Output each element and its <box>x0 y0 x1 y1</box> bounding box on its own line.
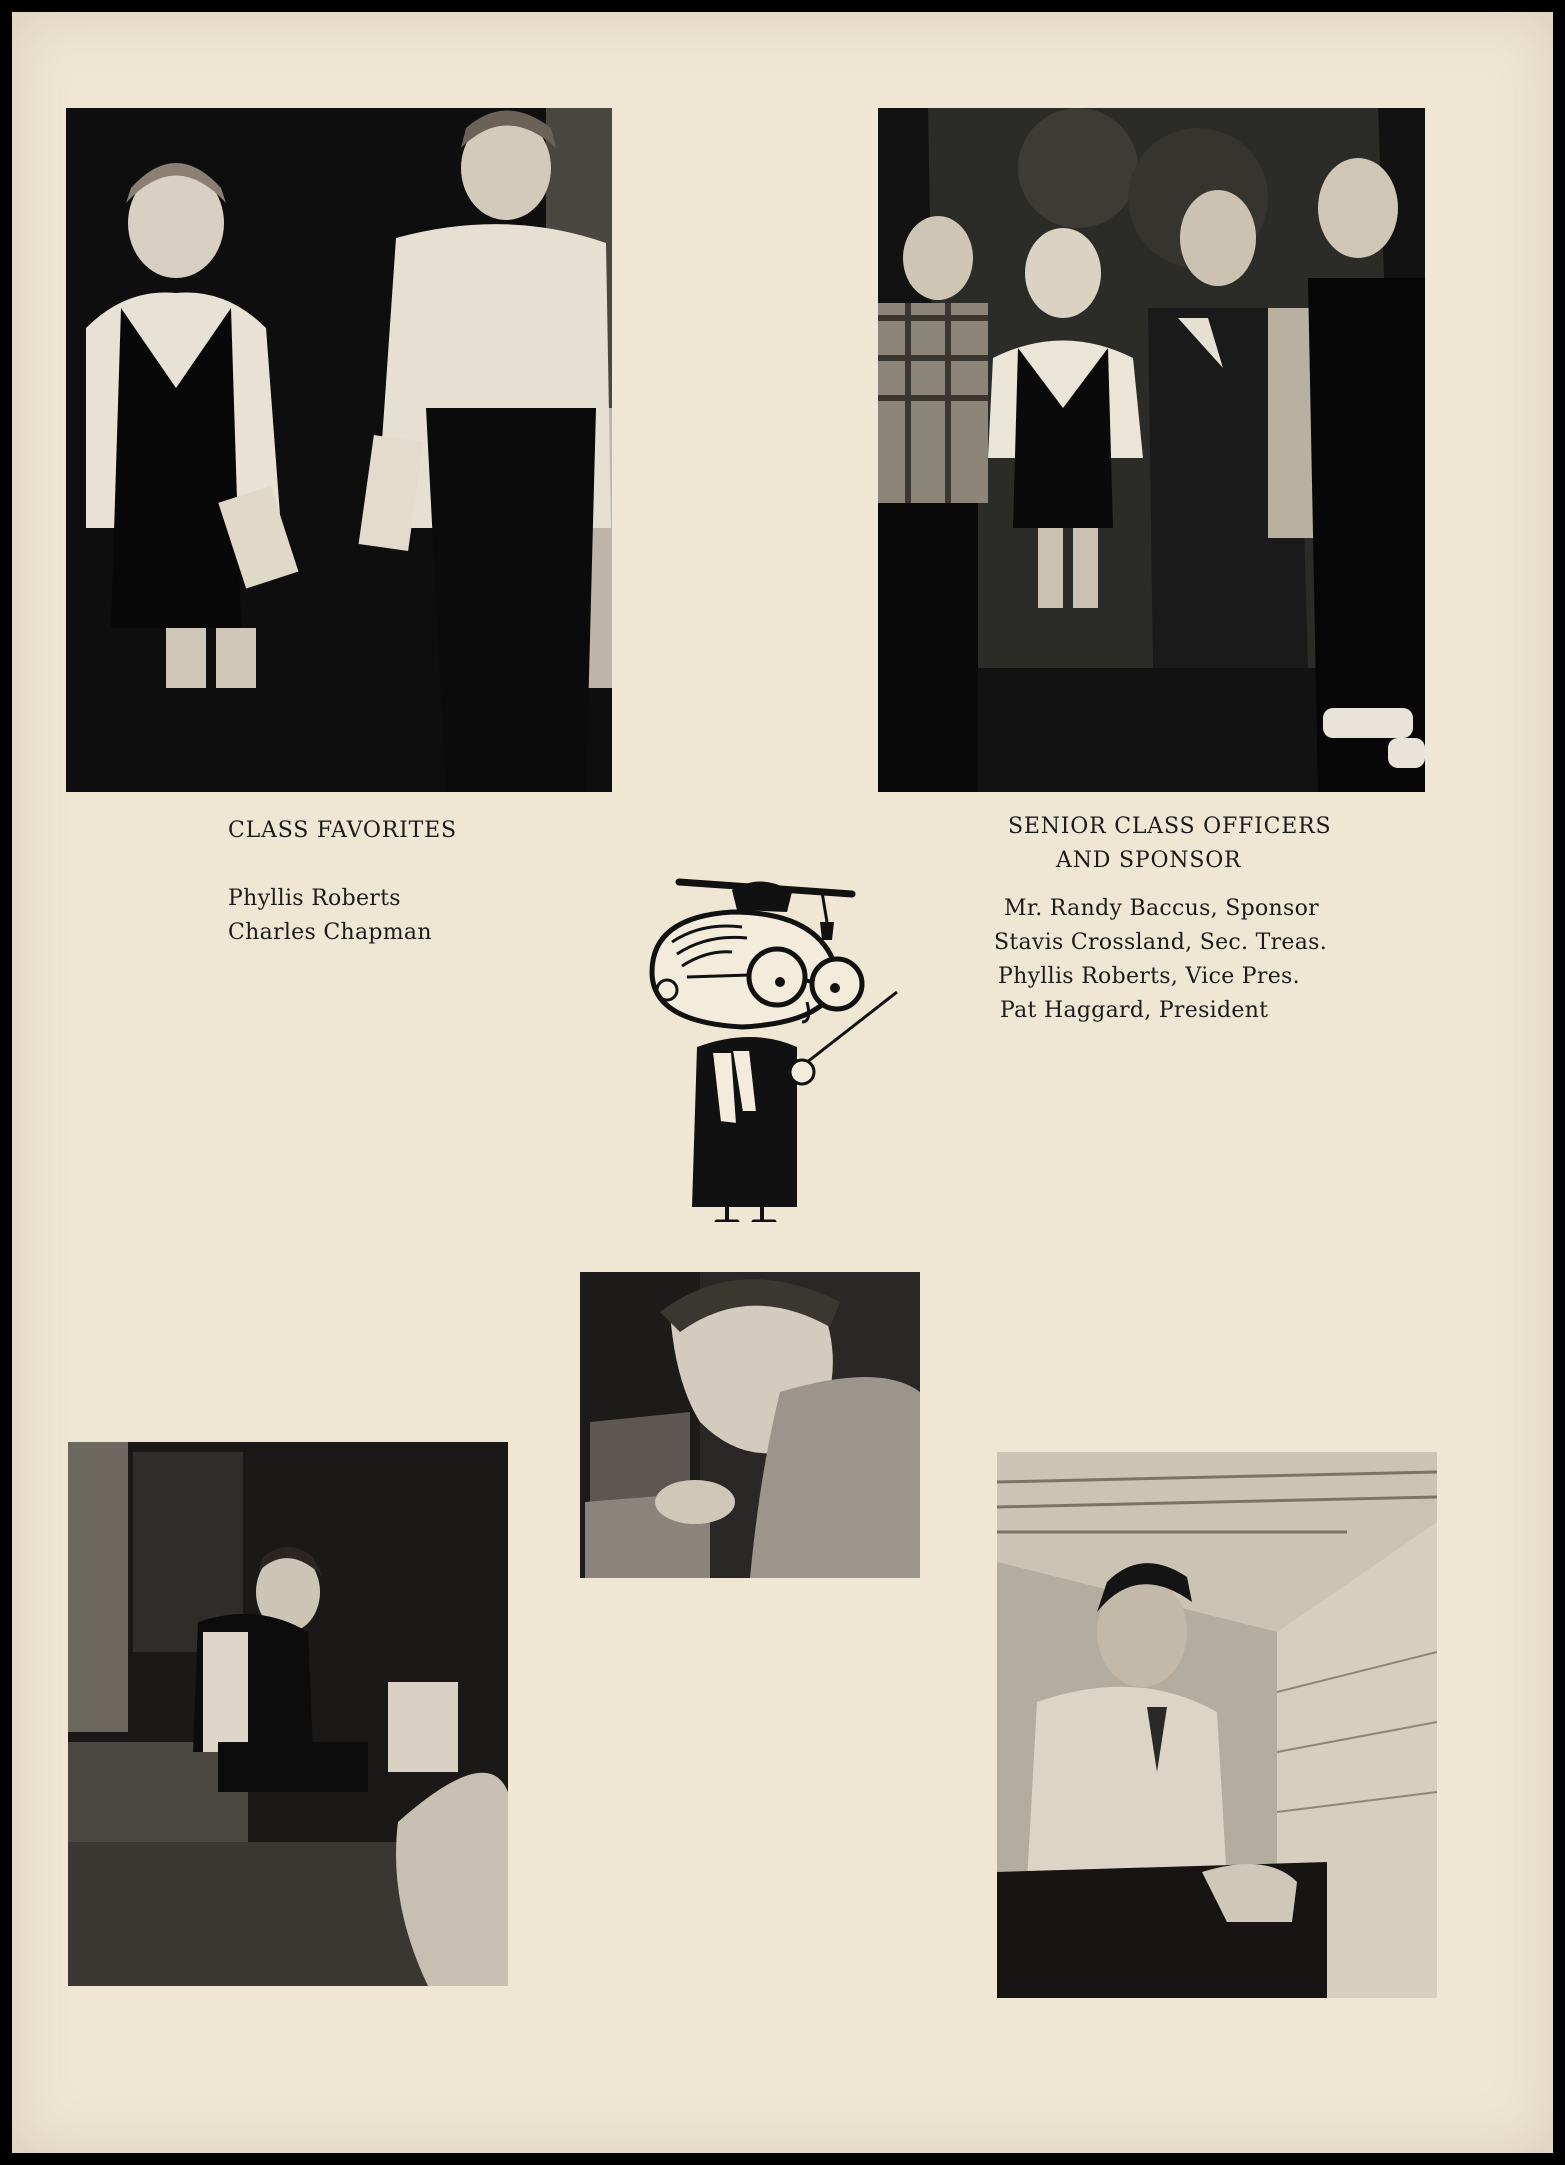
officer-name: Phyllis Roberts, Vice Pres. <box>998 964 1300 989</box>
class-favorites-caption <box>228 814 548 950</box>
student-eating-photo <box>580 1272 920 1578</box>
officer-name: Mr. Randy Baccus, Sponsor <box>1004 896 1319 921</box>
senior-officers-photo <box>878 108 1425 792</box>
class-favorites-photo <box>66 108 612 792</box>
officers-caption <box>994 810 1394 1028</box>
class-favorite-name: Charles Chapman <box>228 920 432 945</box>
yearbook-page <box>12 12 1553 2153</box>
student-sitting-photo <box>68 1442 508 1986</box>
officer-name: Pat Haggard, President <box>1000 998 1269 1023</box>
class-favorite-name: Phyllis Roberts <box>228 886 401 911</box>
officers-heading-line1: SENIOR CLASS OFFICERS <box>1008 814 1332 839</box>
officer-name: Stavis Crossland, Sec. Treas. <box>994 930 1328 955</box>
student-thinking-photo <box>997 1452 1437 1998</box>
graduate-mascot-illustration <box>622 872 912 1222</box>
class-favorites-heading: CLASS FAVORITES <box>228 818 457 843</box>
officers-heading-line2: AND SPONSOR <box>1056 848 1242 873</box>
